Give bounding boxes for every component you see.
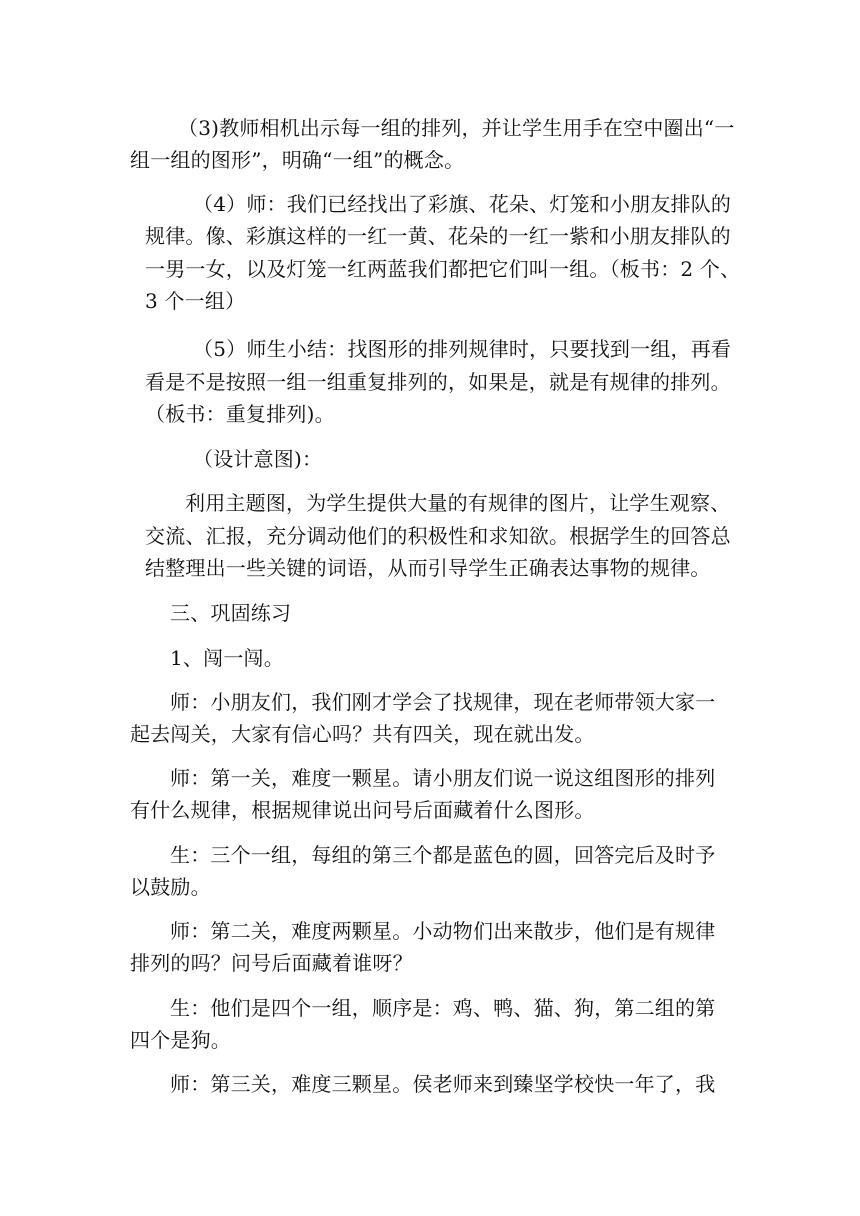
text-line: 规律。像、彩旗这样的一红一黄、花朵的一红一紫和小朋友排队的 [145,224,731,248]
text-line: （设计意图)： [193,447,323,471]
section-heading: 三、巩固练习 [170,601,292,625]
text-line: （4）师：我们已经找出了彩旗、花朵、灯笼和小朋友排队的 [193,192,732,216]
text-line: （3)教师相机出示每一组的排列，并让学生用手在空中圈出“一 [178,116,735,140]
text-line: 有什么规律，根据规律说出问号后面藏着什么图形。 [130,798,595,822]
text-line: （板书：重复排列)。 [145,402,335,426]
text-line: 师：第二关，难度两颗星。小动物们出来散步，他们是有规律 [170,919,716,943]
text-line: 四个是狗。 [130,1028,231,1052]
text-line: 利用主题图，为学生提供大量的有规律的图片，让学生观察、 [185,491,731,515]
text-line: 排列的吗？问号后面藏着谁呀？ [130,951,413,975]
text-line: 以鼓励。 [130,875,211,899]
text-line: 看是不是按照一组一组重复排列的，如果是，就是有规律的排列。 [145,370,731,394]
text-line: 师：小朋友们，我们刚才学会了找规律，现在老师带领大家一 [170,690,716,714]
text-line: 生：他们是四个一组，顺序是：鸡、鸭、猫、狗，第二组的第 [170,996,716,1020]
text-line: 交流、汇报，充分调动他们的积极性和求知欲。根据学生的回答总 [145,524,731,548]
text-line: 师：第三关，难度三颗星。侯老师来到臻坚学校快一年了，我 [170,1072,716,1096]
text-line: （5）师生小结：找图形的排列规律时，只要找到一组，再看 [193,337,732,361]
text-line: 一男一女，以及灯笼一红两蓝我们都把它们叫一组。（板书：2 个、 [145,257,741,281]
text-line: 1、闯一闯。 [170,646,284,670]
text-line: 结整理出一些关键的词语，从而引导学生正确表达事物的规律。 [145,556,711,580]
text-line: 3 个一组） [145,289,246,313]
text-line: 师：第一关，难度一颗星。请小朋友们说一说这组图形的排列 [170,766,716,790]
text-line: 生：三个一组，每组的第三个都是蓝色的圆，回答完后及时予 [170,843,716,867]
text-line: 起去闯关，大家有信心吗？共有四关，现在就出发。 [130,722,595,746]
text-line: 组一组的图形”，明确“一组”的概念。 [130,148,465,172]
